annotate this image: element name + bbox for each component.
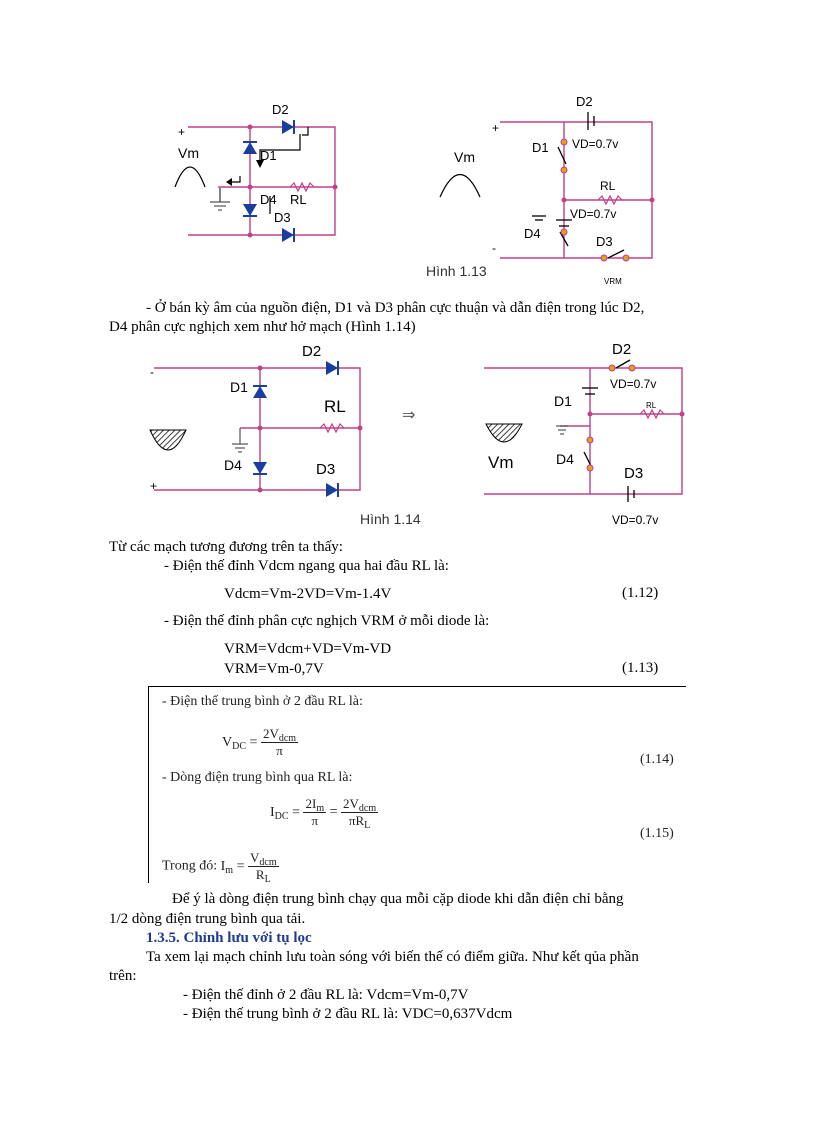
closing-b1 — [183, 986, 469, 1004]
fig114-arrow: ⇒ — [402, 407, 416, 424]
fig114-left-d1: D1 — [230, 379, 248, 395]
note-line2-span: 1/2 dòng điện trung bình qua tải. — [109, 911, 306, 927]
eq-1-13b-span: VRM=Vm-0,7V — [224, 661, 324, 677]
eq-1-14 — [222, 726, 298, 759]
peak-label — [164, 557, 449, 575]
eq-1-14-fraction: $\frac{2V_{dcm}}{\pi}$ — [262, 726, 297, 758]
closing-b2 — [183, 1005, 512, 1023]
eq-1-12 — [224, 585, 391, 603]
fig113-right-d1: D1 — [532, 140, 549, 155]
fig113-left-d4: D4 — [260, 192, 277, 207]
eq-1-13b — [224, 660, 324, 678]
eq-1-15-lhs: $I_{DC}$ = — [270, 804, 300, 822]
fig113-left-d1: D1 — [260, 148, 277, 163]
fig113-left-vm: Vm — [178, 145, 199, 161]
avg-current-label: - Dòng điện trung bình qua RL là: — [162, 770, 353, 785]
para1-line2 — [109, 318, 416, 336]
closing-p1 — [146, 948, 639, 966]
intro-text-span: Từ các mạch tương đương trên ta thấy: — [109, 539, 343, 555]
intro-text — [109, 538, 343, 556]
eq-1-14-number: (1.14) — [640, 752, 674, 767]
fig113-left-d3: D3 — [274, 210, 291, 225]
fig113-right-minus: - — [492, 241, 496, 255]
fig113-left-plus: + — [178, 125, 186, 139]
fig114-left-d4: D4 — [224, 457, 242, 473]
fig113-right-d4: D4 — [524, 226, 541, 241]
figure-1-14 — [140, 340, 692, 536]
closing-p2 — [109, 967, 137, 985]
avg-voltage-label: - Điện thế trung bình ở 2 đầu RL là: — [162, 694, 363, 709]
fig113-right-vd1: VD=0.7v — [572, 137, 619, 151]
where-clause — [162, 850, 279, 883]
figure-1-13 — [160, 92, 670, 288]
section-heading-1-3-5 — [146, 929, 312, 947]
fig114-left-plus: + — [150, 479, 158, 493]
fig114-right-vd3: VD=0.7v — [612, 513, 659, 527]
section-heading-span: 1.3.5. Chỉnh lưu với tụ lọc — [146, 930, 312, 946]
where-fraction: $\frac{V_{dcm}}{R_L}$ — [249, 850, 277, 885]
para1-line1-text: - Ở bán kỳ âm của nguồn điện, D1 và D3 phân cực thuận và dẫn điện trong lúc D2, — [146, 300, 645, 316]
eq-1-15-frac1: $\frac{2I_m}{\pi}$ — [305, 796, 325, 828]
eq-1-12-number: (1.12) — [622, 585, 659, 601]
fig113-right-vm: Vm — [454, 149, 475, 165]
fig113-right-vrm: VRM — [604, 277, 622, 286]
fig114-right-d2: D2 — [612, 341, 632, 358]
fig113-right-d3: D3 — [596, 234, 613, 249]
eq-1-13a-span: VRM=Vdcm+VD=Vm-VD — [224, 641, 392, 657]
eq-1-15-frac2: $\frac{2V_{dcm}}{\pi R_L}$ — [343, 796, 377, 831]
closing-p1-span: Ta xem lại mạch chỉnh lưu toàn sóng với biến thế có điểm giữa. Như kết qủa phần — [146, 949, 639, 965]
fig114-right-vm: Vm — [488, 453, 514, 472]
reverse-label-span: - Điện thế đỉnh phân cực nghịch VRM ở mỗi diode là: — [164, 613, 490, 629]
fig113-caption: Hình 1.13 — [426, 263, 487, 279]
peak-label-span: - Điện thế đỉnh Vdcm ngang qua hai đầu RL là: — [164, 558, 449, 574]
eq-1-15: $I_{DC}$ = $\frac{2I_m}{\pi}$ = $\frac{2V_{dcm}}{\pi R_L}$ — [270, 796, 377, 831]
closing-b1-span: - Điện thế đỉnh ở 2 đầu RL là: Vdcm=Vm-0,7V — [183, 987, 469, 1003]
para1-line2-text: D4 phân cực nghịch xem như hở mạch (Hình 1.14) — [109, 319, 416, 335]
eq-1-15-number: (1.15) — [640, 826, 674, 841]
eq-1-13a — [224, 640, 391, 658]
fig114-left-d3: D3 — [316, 461, 336, 478]
note-line2 — [109, 910, 305, 928]
para1-line1 — [146, 299, 644, 317]
fig114-right-d3: D3 — [624, 465, 644, 482]
fig114-left-minus: - — [150, 365, 154, 379]
fig114-right-d1: D1 — [554, 393, 572, 409]
note-line1-span: Để ý là dòng điện trung bình chạy qua mỗi cặp diode khi dẫn điện chỉ bằng — [172, 891, 624, 907]
fig113-right-plus: + — [492, 121, 500, 135]
fig113-left-d2: D2 — [272, 102, 289, 117]
eq-1-12-span: Vdcm=Vm-2VD=Vm-1.4V — [224, 586, 392, 602]
where-im: $I_m$ = — [220, 858, 245, 876]
where-label: Trong đó: — [162, 858, 218, 874]
fig113-right-d2: D2 — [576, 94, 593, 109]
fig114-right-rl: RL — [646, 401, 657, 410]
fig114-left-rl: RL — [324, 397, 346, 416]
eq-1-14-lhs: $V_{DC}$ = — [222, 734, 258, 752]
fig113-left-rl: RL — [290, 192, 307, 207]
fig113-left-circuit — [188, 127, 335, 235]
note-line1 — [172, 890, 720, 908]
closing-b2-span: - Điện thế trung bình ở 2 đầu RL là: VDC=0,637Vdcm — [183, 1006, 513, 1022]
closing-p2-span: trên: — [109, 968, 137, 984]
fig114-right-d4: D4 — [556, 451, 574, 467]
eq-1-13-number: (1.13) — [622, 660, 659, 676]
fig114-left-d2: D2 — [302, 343, 322, 360]
fig114-right-vd1: VD=0.7v — [610, 377, 657, 391]
fig113-right-vd2: VD=0.7v — [570, 207, 617, 221]
reverse-label — [164, 612, 489, 630]
fig113-right-rl: RL — [600, 179, 616, 193]
fig114-caption: Hình 1.14 — [360, 511, 421, 527]
